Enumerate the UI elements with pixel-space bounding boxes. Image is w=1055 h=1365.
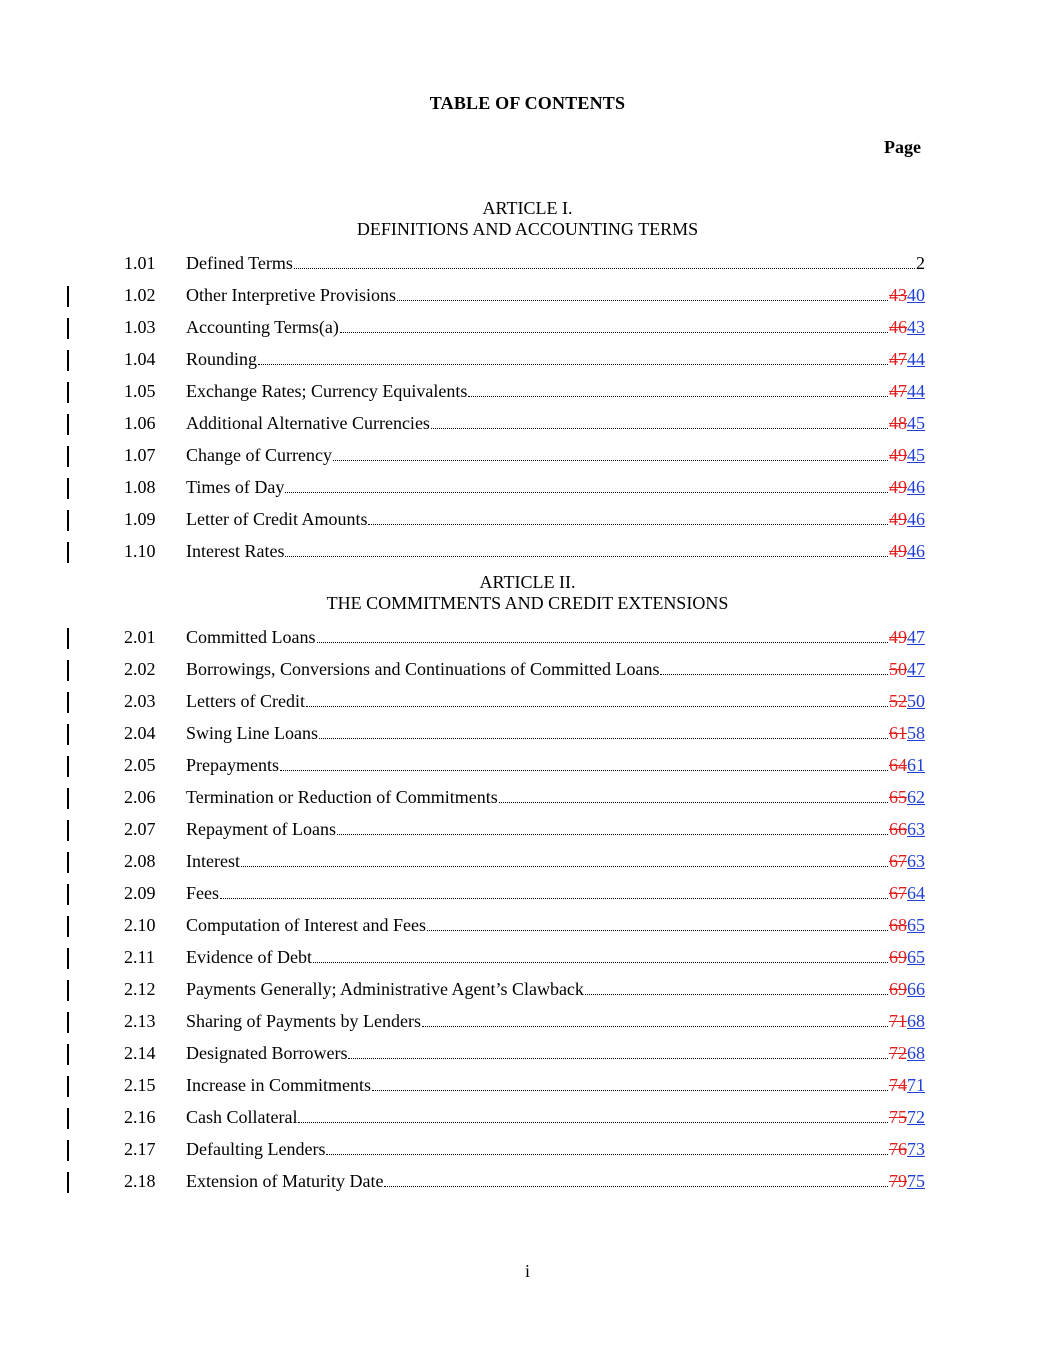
- change-bar: [67, 948, 69, 969]
- deleted-page-number: 49: [889, 627, 907, 647]
- toc-entry[interactable]: [124, 1138, 925, 1160]
- toc-entry[interactable]: [124, 252, 925, 274]
- toc-entry[interactable]: [124, 850, 925, 872]
- deleted-page-number: 69: [889, 979, 907, 999]
- deleted-page-number: 74: [889, 1075, 907, 1095]
- section-title[interactable]: Termination or Reduction of Commitments: [186, 787, 498, 807]
- section-number: 2.12: [124, 979, 156, 999]
- toc-entry[interactable]: [124, 284, 925, 306]
- dot-leader: [348, 1057, 888, 1059]
- inserted-page-number[interactable]: 44: [907, 349, 925, 369]
- section-title[interactable]: Fees: [186, 883, 219, 903]
- page-number[interactable]: [889, 754, 925, 776]
- deleted-page-number: 68: [889, 915, 907, 935]
- page-number[interactable]: [889, 690, 925, 712]
- dot-leader: [427, 929, 888, 931]
- section-number: 2.13: [124, 1011, 156, 1031]
- toc-entry[interactable]: [124, 444, 925, 466]
- section-number: 2.06: [124, 787, 156, 807]
- dot-leader: [585, 993, 888, 995]
- page-number[interactable]: [889, 316, 925, 338]
- section-number: 1.08: [124, 477, 156, 497]
- dot-leader: [294, 267, 915, 269]
- toc-entry[interactable]: [124, 348, 925, 370]
- page-number[interactable]: 2: [916, 253, 925, 273]
- inserted-page-number[interactable]: 58: [907, 723, 925, 743]
- change-bar: [67, 446, 69, 467]
- page-number[interactable]: [889, 540, 925, 562]
- toc-entry[interactable]: [124, 508, 925, 530]
- section-title[interactable]: Evidence of Debt: [186, 947, 312, 967]
- page-number[interactable]: [889, 444, 925, 466]
- section-title[interactable]: Designated Borrowers: [186, 1043, 348, 1063]
- deleted-page-number: 52: [889, 691, 907, 711]
- section-number: 1.01: [124, 253, 156, 273]
- toc-entry[interactable]: [124, 786, 925, 808]
- section-number: 1.02: [124, 285, 156, 305]
- toc-entry[interactable]: [124, 540, 925, 562]
- page-number[interactable]: [889, 412, 925, 434]
- deleted-page-number: 49: [889, 477, 907, 497]
- inserted-page-number[interactable]: 45: [907, 413, 925, 433]
- page-number[interactable]: [889, 348, 925, 370]
- change-bar: [67, 350, 69, 371]
- inserted-page-number[interactable]: 46: [907, 541, 925, 561]
- inserted-page-number[interactable]: 46: [907, 477, 925, 497]
- dot-leader: [431, 427, 888, 429]
- section-title[interactable]: Rounding: [186, 349, 258, 369]
- section-title[interactable]: Interest Rates: [186, 541, 285, 561]
- article-number: ARTICLE II.: [479, 572, 576, 592]
- deleted-page-number: 47: [889, 381, 907, 401]
- section-title[interactable]: Change of Currency: [186, 445, 332, 465]
- dot-leader: [313, 961, 888, 963]
- dot-leader: [280, 769, 888, 771]
- section-number: 2.11: [124, 947, 155, 967]
- section-title[interactable]: Exchange Rates; Currency Equivalents: [186, 381, 468, 401]
- toc-entry[interactable]: [124, 978, 925, 1000]
- section-title[interactable]: Swing Line Loans: [186, 723, 318, 743]
- inserted-page-number[interactable]: 47: [907, 627, 925, 647]
- dot-leader: [372, 1089, 888, 1091]
- deleted-page-number: 46: [889, 317, 907, 337]
- deleted-page-number: 76: [889, 1139, 907, 1159]
- section-title[interactable]: Committed Loans: [186, 627, 316, 647]
- change-bar: [67, 724, 69, 745]
- toc-entry[interactable]: [124, 658, 925, 680]
- section-title[interactable]: Other Interpretive Provisions: [186, 285, 396, 305]
- page-number[interactable]: [889, 786, 925, 808]
- toc-entry[interactable]: [124, 818, 925, 840]
- section-title[interactable]: Repayment of Loans: [186, 819, 336, 839]
- deleted-page-number: 75: [889, 1107, 907, 1127]
- inserted-page-number[interactable]: 64: [907, 883, 925, 903]
- deleted-page-number: 43: [889, 285, 907, 305]
- toc-entry[interactable]: [124, 914, 925, 936]
- dot-leader: [499, 801, 888, 803]
- page-number[interactable]: [889, 658, 925, 680]
- change-bar: [67, 628, 69, 649]
- dot-leader: [285, 491, 888, 493]
- section-number: 2.15: [124, 1075, 156, 1095]
- dot-leader: [660, 673, 888, 675]
- page-number[interactable]: [889, 882, 925, 904]
- toc-entry[interactable]: [124, 380, 925, 402]
- change-bar: [67, 884, 69, 905]
- page-number[interactable]: [889, 1074, 925, 1096]
- toc-entry[interactable]: [124, 476, 925, 498]
- inserted-page-number[interactable]: 44: [907, 381, 925, 401]
- inserted-page-number[interactable]: 66: [907, 979, 925, 999]
- change-bar: [67, 382, 69, 403]
- dot-leader: [258, 363, 888, 365]
- dot-leader: [326, 1153, 888, 1155]
- article-number: ARTICLE I.: [482, 198, 573, 218]
- change-bar: [67, 542, 69, 563]
- page-number[interactable]: [889, 1042, 925, 1064]
- section-title[interactable]: Interest: [186, 851, 240, 871]
- change-bar: [67, 788, 69, 809]
- deleted-page-number: 47: [889, 349, 907, 369]
- section-title[interactable]: Additional Alternative Currencies: [186, 413, 430, 433]
- inserted-page-number[interactable]: 75: [907, 1171, 925, 1191]
- page-number[interactable]: [889, 1170, 925, 1192]
- change-bar: [67, 1012, 69, 1033]
- inserted-page-number[interactable]: 73: [907, 1139, 925, 1159]
- change-bar: [67, 414, 69, 435]
- deleted-page-number: 48: [889, 413, 907, 433]
- inserted-page-number[interactable]: 47: [907, 659, 925, 679]
- section-title[interactable]: Letters of Credit: [186, 691, 305, 711]
- article-heading: [0, 572, 1055, 614]
- toc-entry[interactable]: [124, 946, 925, 968]
- deleted-page-number: 49: [889, 509, 907, 529]
- dot-leader: [384, 1185, 888, 1187]
- change-bar: [67, 1172, 69, 1193]
- section-title[interactable]: Times of Day: [186, 477, 285, 497]
- dot-leader: [306, 705, 888, 707]
- inserted-page-number[interactable]: 63: [907, 819, 925, 839]
- page-number[interactable]: [889, 508, 925, 530]
- toc-entry[interactable]: [124, 1042, 925, 1064]
- inserted-page-number[interactable]: 61: [907, 755, 925, 775]
- section-number: 2.01: [124, 627, 156, 647]
- section-number: 2.17: [124, 1139, 156, 1159]
- change-bar: [67, 916, 69, 937]
- section-title[interactable]: Prepayments: [186, 755, 279, 775]
- deleted-page-number: 72: [889, 1043, 907, 1063]
- section-title[interactable]: Payments Generally; Administrative Agent’s Clawback: [186, 979, 584, 999]
- toc-entry[interactable]: [124, 1106, 925, 1128]
- section-title[interactable]: Letter of Credit Amounts: [186, 509, 368, 529]
- page-number[interactable]: [889, 914, 925, 936]
- section-number: 2.14: [124, 1043, 156, 1063]
- section-number: 1.03: [124, 317, 156, 337]
- page-number[interactable]: [889, 722, 925, 744]
- dot-leader: [340, 331, 888, 333]
- page-number[interactable]: [889, 978, 925, 1000]
- toc-entry[interactable]: [124, 316, 925, 338]
- section-title[interactable]: Computation of Interest and Fees: [186, 915, 426, 935]
- toc-entry[interactable]: [124, 690, 925, 712]
- section-number: 2.04: [124, 723, 156, 743]
- section-number: 1.06: [124, 413, 156, 433]
- inserted-page-number[interactable]: 65: [907, 947, 925, 967]
- deleted-page-number: 49: [889, 445, 907, 465]
- change-bar: [67, 1140, 69, 1161]
- page-number[interactable]: [889, 1010, 925, 1032]
- inserted-page-number[interactable]: 45: [907, 445, 925, 465]
- inserted-page-number[interactable]: 68: [907, 1011, 925, 1031]
- toc-entry[interactable]: [124, 722, 925, 744]
- page-number[interactable]: [889, 850, 925, 872]
- section-title[interactable]: Borrowings, Conversions and Continuations of Committed Loans: [186, 659, 660, 679]
- deleted-page-number: 50: [889, 659, 907, 679]
- section-number: 2.18: [124, 1171, 156, 1191]
- change-bar: [67, 980, 69, 1001]
- section-number: 2.10: [124, 915, 156, 935]
- section-number: 2.16: [124, 1107, 156, 1127]
- deleted-page-number: 49: [889, 541, 907, 561]
- change-bar: [67, 1044, 69, 1065]
- page-number[interactable]: [889, 818, 925, 840]
- deleted-page-number: 79: [889, 1171, 907, 1191]
- page-number[interactable]: [889, 476, 925, 498]
- change-bar: [67, 692, 69, 713]
- dot-leader: [241, 865, 888, 867]
- deleted-page-number: 69: [889, 947, 907, 967]
- page-number[interactable]: [889, 626, 925, 648]
- inserted-page-number[interactable]: 43: [907, 317, 925, 337]
- section-number: 1.04: [124, 349, 156, 369]
- section-number: 1.10: [124, 541, 156, 561]
- change-bar: [67, 852, 69, 873]
- inserted-page-number[interactable]: 72: [907, 1107, 925, 1127]
- page-number[interactable]: [889, 946, 925, 968]
- dot-leader: [397, 299, 888, 301]
- inserted-page-number[interactable]: 63: [907, 851, 925, 871]
- dot-leader: [317, 641, 889, 643]
- change-bar: [67, 660, 69, 681]
- section-title[interactable]: Accounting Terms(a): [186, 317, 339, 337]
- toc-title: TABLE OF CONTENTS: [429, 93, 626, 113]
- deleted-page-number: 64: [889, 755, 907, 775]
- deleted-page-number: 67: [889, 883, 907, 903]
- section-number: 1.07: [124, 445, 156, 465]
- section-number: 2.08: [124, 851, 156, 871]
- article-heading: [0, 198, 1055, 240]
- section-number: 2.09: [124, 883, 156, 903]
- dot-leader: [285, 555, 888, 557]
- deleted-page-number: 65: [889, 787, 907, 807]
- deleted-page-number: 67: [889, 851, 907, 871]
- page-number[interactable]: [889, 380, 925, 402]
- article-title: THE COMMITMENTS AND CREDIT EXTENSIONS: [326, 593, 729, 613]
- change-bar: [67, 820, 69, 841]
- change-bar: [67, 1108, 69, 1129]
- inserted-page-number[interactable]: 71: [907, 1075, 925, 1095]
- page-column-label: Page: [884, 137, 921, 157]
- page-number[interactable]: [889, 1106, 925, 1128]
- change-bar: [67, 478, 69, 499]
- toc-entry[interactable]: [124, 754, 925, 776]
- dot-leader: [319, 737, 888, 739]
- toc-entry[interactable]: [124, 1074, 925, 1096]
- section-title[interactable]: Cash Collateral: [186, 1107, 298, 1127]
- section-number: 2.02: [124, 659, 156, 679]
- toc-entry[interactable]: [124, 1010, 925, 1032]
- section-number: 2.07: [124, 819, 156, 839]
- page-number[interactable]: [889, 1138, 925, 1160]
- dot-leader: [220, 897, 888, 899]
- deleted-page-number: 61: [889, 723, 907, 743]
- section-number: 2.03: [124, 691, 156, 711]
- dot-leader: [368, 523, 888, 525]
- section-title[interactable]: Extension of Maturity Date: [186, 1171, 384, 1191]
- toc-entry[interactable]: [124, 882, 925, 904]
- deleted-page-number: 66: [889, 819, 907, 839]
- inserted-page-number[interactable]: 62: [907, 787, 925, 807]
- change-bar: [67, 756, 69, 777]
- toc-entry[interactable]: [124, 626, 925, 648]
- dot-leader: [298, 1121, 888, 1123]
- dot-leader: [333, 459, 888, 461]
- toc-entry[interactable]: [124, 412, 925, 434]
- toc-entry[interactable]: [124, 1170, 925, 1192]
- inserted-page-number[interactable]: 65: [907, 915, 925, 935]
- inserted-page-number[interactable]: 40: [907, 285, 925, 305]
- inserted-page-number[interactable]: 68: [907, 1043, 925, 1063]
- inserted-page-number[interactable]: 46: [907, 509, 925, 529]
- section-title[interactable]: Sharing of Payments by Lenders: [186, 1011, 421, 1031]
- section-number: 2.05: [124, 755, 156, 775]
- footer-page-number: i: [524, 1261, 530, 1281]
- dot-leader: [422, 1025, 888, 1027]
- change-bar: [67, 510, 69, 531]
- page-number[interactable]: [889, 284, 925, 306]
- deleted-page-number: 71: [889, 1011, 907, 1031]
- inserted-page-number[interactable]: 50: [907, 691, 925, 711]
- section-number: 1.05: [124, 381, 156, 401]
- section-title[interactable]: Increase in Commitments: [186, 1075, 371, 1095]
- change-bar: [67, 318, 69, 339]
- change-bar: [67, 1076, 69, 1097]
- change-bar: [67, 286, 69, 307]
- section-title[interactable]: Defined Terms: [186, 253, 293, 273]
- article-title: DEFINITIONS AND ACCOUNTING TERMS: [356, 219, 699, 239]
- section-title[interactable]: Defaulting Lenders: [186, 1139, 326, 1159]
- dot-leader: [337, 833, 888, 835]
- dot-leader: [468, 395, 888, 397]
- section-number: 1.09: [124, 509, 156, 529]
